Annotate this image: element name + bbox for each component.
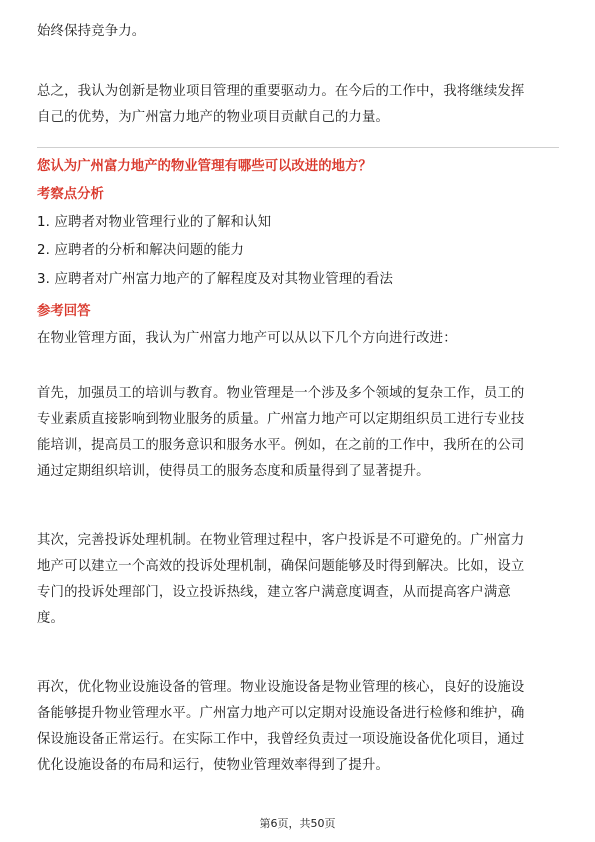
- answer-paragraph-2: [37, 528, 559, 632]
- text-line: 度。: [37, 611, 65, 626]
- answer-paragraph-3: [37, 675, 559, 779]
- page-number-footer: 第6页，共50页: [259, 817, 336, 830]
- text-line: 保设施设备正常运行。在实际工作中，我曾经负责过一项设施设备优化项目，通过: [37, 732, 525, 747]
- text-line: 其次，完善投诉处理机制。在物业管理过程中，客户投诉是不可避免的。广州富力: [37, 533, 525, 548]
- text-line: 首先，加强员工的培训与教育。物业管理是一个涉及多个领域的复杂工作，员工的: [37, 386, 525, 401]
- text-line: 通过定期组织培训，使得员工的服务态度和质量得到了显著提升。: [37, 464, 430, 479]
- text-line: 再次，优化物业设施设备的管理。物业设施设备是物业管理的核心，良好的设施设: [37, 680, 525, 695]
- text-line: 地产可以建立一个高效的投诉处理机制，确保问题能够及时得到解决。比如，设立: [37, 559, 525, 574]
- intro-tail-paragraph: [37, 19, 559, 45]
- text-line: 优化设施设备的布局和运行，使物业管理效率得到了提升。: [37, 758, 390, 773]
- text-line: 始终保持竞争力。: [37, 24, 146, 39]
- answer-paragraph-1: [37, 381, 559, 485]
- analysis-heading: 考察点分析: [37, 187, 104, 202]
- answer-heading: 参考回答: [37, 304, 91, 319]
- analysis-item: 1. 应聘者对物业管理行业的了解和认知: [37, 215, 272, 230]
- text-line: 能培训，提高员工的服务意识和服务水平。例如，在之前的工作中，我所在的公司: [37, 438, 525, 453]
- question-heading: 您认为广州富力地产的物业管理有哪些可以改进的地方？: [37, 159, 372, 174]
- text-line: 专门的投诉处理部门，设立投诉热线，建立客户满意度调查，从而提高客户满意: [37, 585, 511, 600]
- analysis-item: 3. 应聘者对广州富力地产的了解程度及对其物业管理的看法: [37, 272, 393, 287]
- answer-intro: 在物业管理方面，我认为广州富力地产可以从以下几个方向进行改进：: [37, 331, 457, 346]
- text-line: 备能够提升物业管理水平。广州富力地产可以定期对设施设备进行检修和维护，确: [37, 706, 525, 721]
- conclusion-paragraph: [37, 79, 559, 131]
- text-line: 自己的优势，为广州富力地产的物业项目贡献自己的力量。: [37, 110, 390, 125]
- text-line: 专业素质直接影响到物业服务的质量。广州富力地产可以定期组织员工进行专业技: [37, 412, 525, 427]
- analysis-item: 2. 应聘者的分析和解决问题的能力: [37, 243, 245, 258]
- text-line: 总之，我认为创新是物业项目管理的重要驱动力。在今后的工作中，我将继续发挥: [37, 84, 525, 99]
- section-divider: [37, 147, 559, 148]
